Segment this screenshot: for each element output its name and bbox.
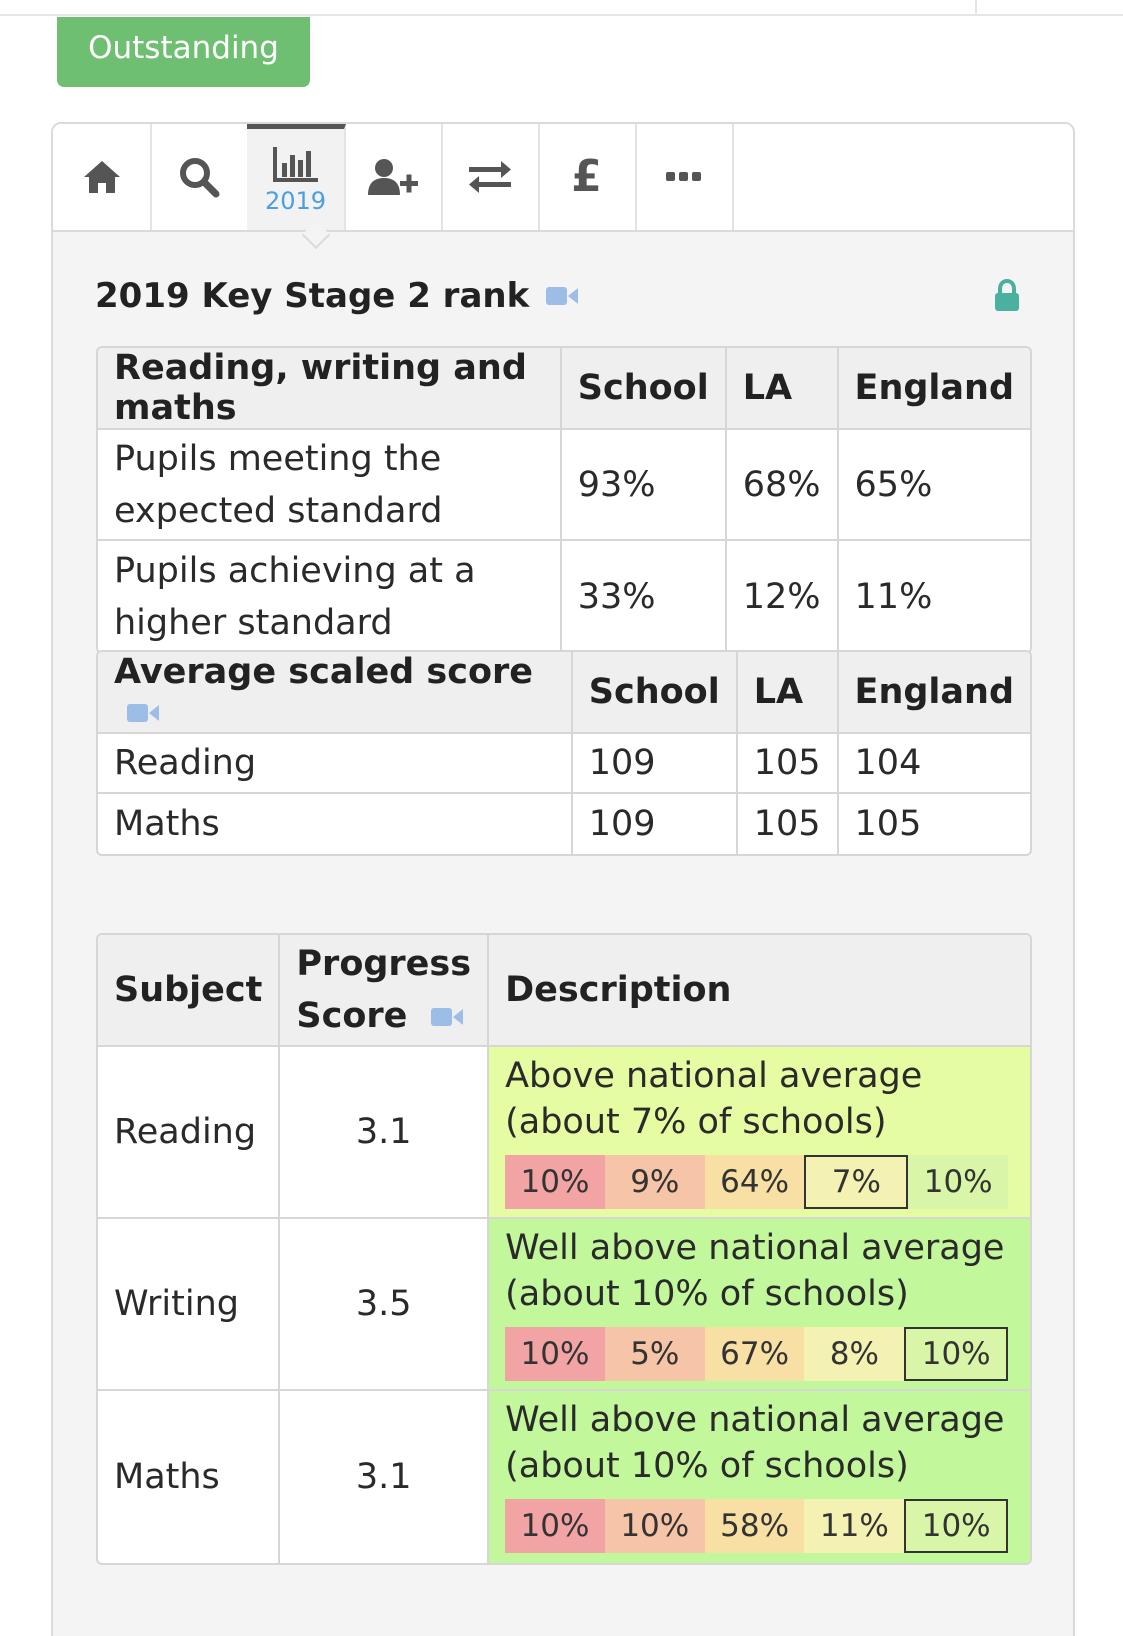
row-label: Maths [98,794,573,854]
tab-add-user[interactable] [344,124,443,230]
top-divider-tick [975,0,977,14]
distribution-segment: 64% [705,1155,805,1209]
la-value: 12% [727,541,839,652]
video-icon[interactable] [430,1005,464,1029]
distribution-bar [505,1155,1008,1209]
progress-score-cell: 3.5 [280,1219,489,1391]
england-value: 11% [854,576,933,617]
distribution-segment: 10% [505,1499,605,1553]
row-label: Pupils meeting the expected standard [98,430,562,541]
video-icon[interactable] [545,284,579,308]
rwm-table [96,346,1032,654]
distribution-segment-selected: 7% [804,1155,908,1209]
school-value: 33% [562,541,727,652]
column-header: Description [489,935,1030,1047]
distribution-segment: 67% [705,1327,805,1381]
england-value: 105 [854,804,922,844]
distribution-segment: 8% [804,1327,904,1381]
distribution-segment-selected: 10% [904,1327,1008,1381]
row-label: Reading [98,734,573,794]
distribution-segment: 10% [505,1327,605,1381]
tab-year-label: 2019 [264,186,327,215]
add-user-icon [366,157,420,197]
table-row [98,1391,1030,1563]
compare-arrows-icon [467,160,513,194]
lock-icon[interactable] [993,279,1021,313]
column-header: LA [738,652,839,734]
england-value: 65% [839,430,1030,541]
table-row [98,794,1030,854]
progress-score-cell: 3.1 [280,1047,489,1219]
distribution-segment: 10% [908,1155,1008,1209]
top-divider [0,14,1123,16]
column-header: Progress Score [280,935,489,1047]
la-value: 68% [727,430,839,541]
table-row [98,430,1030,541]
tab-finance[interactable] [538,124,637,230]
tab-more[interactable] [635,124,734,230]
distribution-segment: 10% [505,1155,605,1209]
tab-home[interactable] [53,124,152,230]
subject-cell: Maths [98,1391,280,1563]
progress-score-table [96,933,1032,1565]
description-cell [489,1391,1030,1563]
bar-chart-icon [272,145,320,183]
column-header: School [562,348,727,430]
more-icon [665,171,703,183]
description-text: Well above national average (about 10% of schools) [505,1228,1005,1314]
description-cell [489,1219,1030,1391]
progress-score-cell: 3.1 [280,1391,489,1563]
subject-cell: Writing [98,1219,280,1391]
pound-icon: £ [571,151,602,202]
ofsted-rating-badge: Outstanding [57,17,310,87]
distribution-segment: 10% [605,1499,705,1553]
distribution-segment: 5% [605,1327,705,1381]
school-value: 109 [573,794,738,854]
la-value: 105 [738,734,839,794]
distribution-segment: 9% [605,1155,705,1209]
search-icon [178,156,220,198]
table-row [98,1219,1030,1391]
distribution-bar [505,1499,1008,1553]
school-value: 93% [562,430,727,541]
description-text: Above national average (about 7% of schools) [505,1056,923,1142]
tab-bar [53,124,1073,232]
distribution-segment: 11% [804,1499,904,1553]
video-icon[interactable] [126,701,160,725]
distribution-segment: 58% [705,1499,805,1553]
table-header-row [98,652,1030,734]
scaled-score-table [96,650,1032,856]
column-header: Average scaled score [98,652,573,734]
description-cell [489,1047,1030,1219]
row-label: Pupils achieving at a higher standard [98,541,562,652]
tab-compare[interactable] [441,124,540,230]
school-performance-card [51,122,1075,1636]
table-row [98,1047,1030,1219]
column-header: Subject [98,935,280,1047]
table-row [98,541,1030,652]
distribution-bar [505,1327,1008,1381]
column-header: LA [727,348,839,430]
home-icon [82,159,122,195]
subject-cell: Reading [98,1047,280,1219]
distribution-segment-selected: 10% [904,1499,1008,1553]
description-text: Well above national average (about 10% of schools) [505,1400,1005,1486]
england-value: 104 [839,734,1030,794]
column-header: England [839,652,1030,734]
school-value: 109 [573,734,738,794]
tab-results-2019[interactable] [247,124,346,230]
table-header-row [98,348,1030,430]
table-header-row [98,935,1030,1047]
column-header: England [839,348,1030,430]
section-title: 2019 Key Stage 2 rank [95,276,579,316]
la-value: 105 [738,794,839,854]
column-header: Reading, writing and maths [98,348,562,430]
table-row [98,734,1030,794]
tab-search[interactable] [150,124,249,230]
column-header: School [573,652,738,734]
